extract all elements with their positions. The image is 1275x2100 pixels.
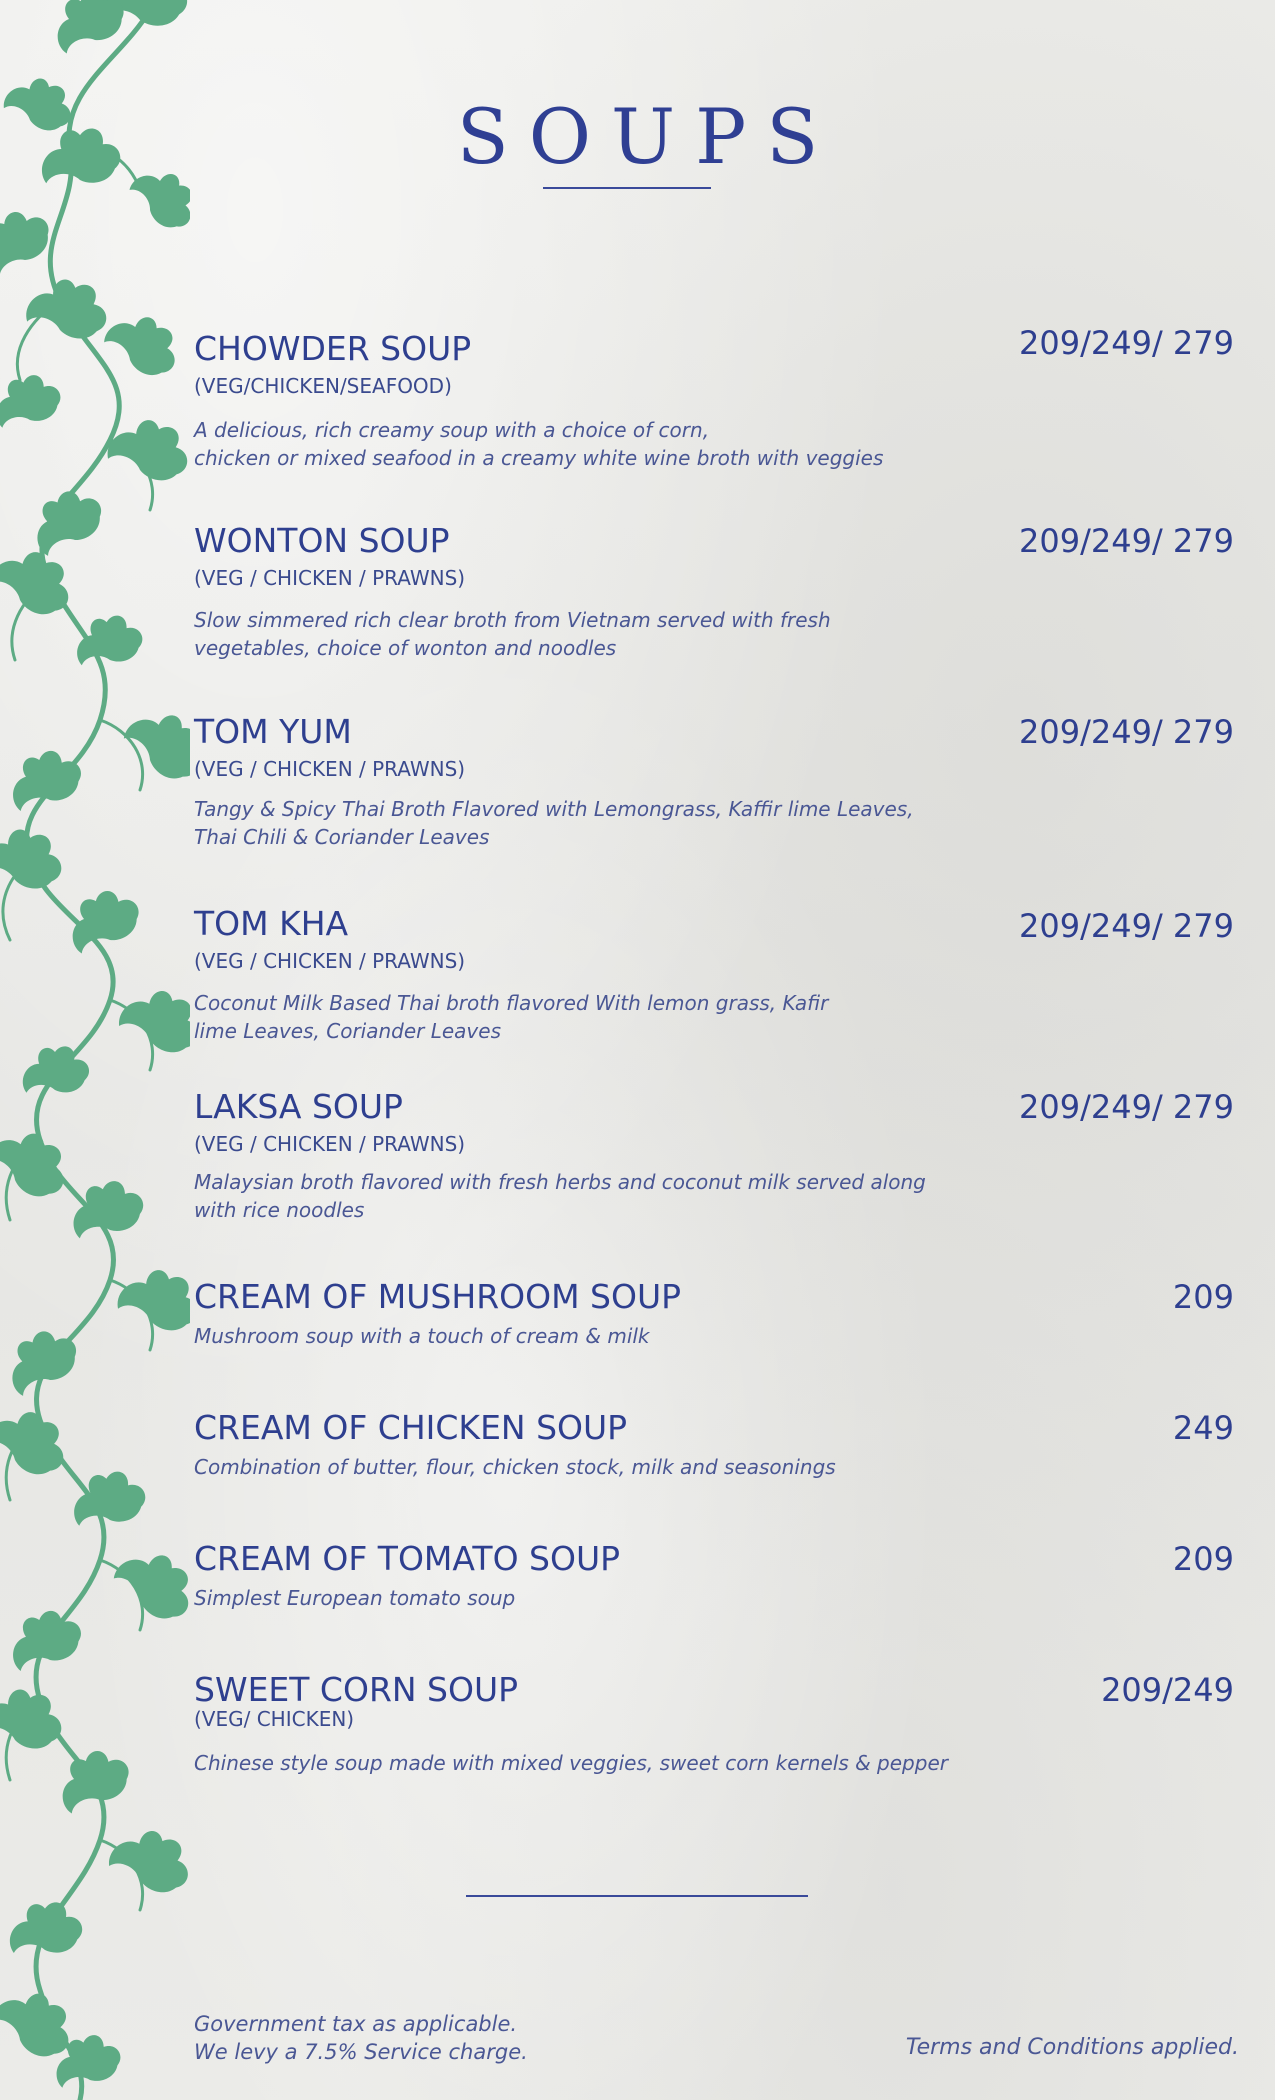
- item-description: [194, 1453, 836, 1481]
- tax-note-line: We levy a 7.5% Service charge.: [194, 2040, 528, 2064]
- item-description-line: Thai Chili & Coriander Leaves: [194, 825, 490, 849]
- menu-item-sweet-corn-soup: [194, 1671, 1234, 1791]
- item-variants: (VEG/ CHICKEN): [194, 1707, 355, 1731]
- item-variants: (VEG / CHICKEN / PRAWNS): [194, 757, 466, 781]
- item-description: [194, 1584, 515, 1612]
- item-price: 249: [1172, 1409, 1234, 1447]
- menu-item-cream-of-mushroom-soup: [194, 1278, 1234, 1368]
- item-description-line: vegetables, choice of wonton and noodles: [194, 636, 617, 660]
- item-name: SWEET CORN SOUP: [194, 1670, 519, 1709]
- item-description-line: Malaysian broth flavored with fresh herbs and coconut milk served along: [194, 1170, 926, 1194]
- item-description: [194, 989, 828, 1045]
- page-title: SOUPS: [456, 92, 839, 181]
- item-price: 209: [1172, 1278, 1234, 1316]
- menu-item-laksa-soup: [194, 1088, 1234, 1238]
- item-description-line: Simplest European tomato soup: [194, 1586, 516, 1610]
- menu-item-wonton-soup: [194, 522, 1234, 672]
- item-price: 209: [1172, 1540, 1234, 1578]
- item-description: [194, 416, 883, 472]
- item-description-line: lime Leaves, Coriander Leaves: [194, 1019, 501, 1043]
- item-name: LAKSA SOUP: [194, 1087, 403, 1126]
- footer-divider: [466, 1895, 808, 1897]
- item-name: CREAM OF TOMATO SOUP: [194, 1539, 621, 1578]
- item-description-line: Tangy & Spicy Thai Broth Flavored with Lemongrass, Kaffir lime Leaves,: [194, 797, 914, 821]
- item-name: WONTON SOUP: [194, 521, 450, 560]
- item-description-line: with rice noodles: [194, 1198, 365, 1222]
- item-variants: (VEG / CHICKEN / PRAWNS): [194, 566, 466, 590]
- item-variants: (VEG / CHICKEN / PRAWNS): [194, 1132, 466, 1156]
- item-price: 209/249/ 279: [1019, 324, 1234, 362]
- item-price: 209/249/ 279: [1019, 522, 1234, 560]
- item-price: 209/249/ 279: [1019, 1088, 1234, 1126]
- item-description-line: Chinese style soup made with mixed veggies, sweet corn kernels & pepper: [194, 1751, 948, 1775]
- item-description-line: Combination of butter, flour, chicken stock, milk and seasonings: [194, 1455, 836, 1479]
- item-price: 209/249/ 279: [1019, 907, 1234, 945]
- tax-note: [194, 2010, 528, 2066]
- menu-item-chowder-soup: [194, 324, 1234, 480]
- item-name: CREAM OF CHICKEN SOUP: [194, 1408, 628, 1447]
- ivy-vine-decoration: [0, 0, 190, 2100]
- item-description: [194, 1322, 650, 1350]
- menu-item-cream-of-chicken-soup: [194, 1409, 1234, 1499]
- item-variants: (VEG / CHICKEN / PRAWNS): [194, 949, 466, 973]
- menu-item-tom-kha: [194, 905, 1234, 1055]
- menu-item-tom-yum: [194, 713, 1234, 863]
- item-description: [194, 1749, 948, 1777]
- item-description: [194, 1168, 926, 1224]
- item-description: [194, 606, 831, 662]
- item-description-line: chicken or mixed seafood in a creamy white wine broth with veggies: [194, 446, 884, 470]
- item-description-line: A delicious, rich creamy soup with a choice of corn,: [194, 418, 710, 442]
- item-variants: (VEG/CHICKEN/SEAFOOD): [194, 374, 452, 398]
- menu-item-cream-of-tomato-soup: [194, 1540, 1234, 1630]
- item-price: 209/249/ 279: [1019, 713, 1234, 751]
- item-description: [194, 795, 914, 851]
- item-price: 209/249: [1101, 1671, 1234, 1709]
- item-name: CHOWDER SOUP: [194, 329, 472, 368]
- item-name: TOM YUM: [194, 712, 352, 751]
- item-description-line: Coconut Milk Based Thai broth flavored With lemon grass, Kafir: [194, 991, 829, 1015]
- terms-note: Terms and Conditions applied.: [905, 2035, 1239, 2060]
- item-description-line: Mushroom soup with a touch of cream & milk: [194, 1324, 650, 1348]
- item-description-line: Slow simmered rich clear broth from Vietnam served with fresh: [194, 608, 831, 632]
- item-name: CREAM OF MUSHROOM SOUP: [194, 1277, 682, 1316]
- title-divider: [543, 187, 711, 189]
- item-name: TOM KHA: [194, 904, 349, 943]
- tax-note-line: Government tax as applicable.: [194, 2012, 518, 2036]
